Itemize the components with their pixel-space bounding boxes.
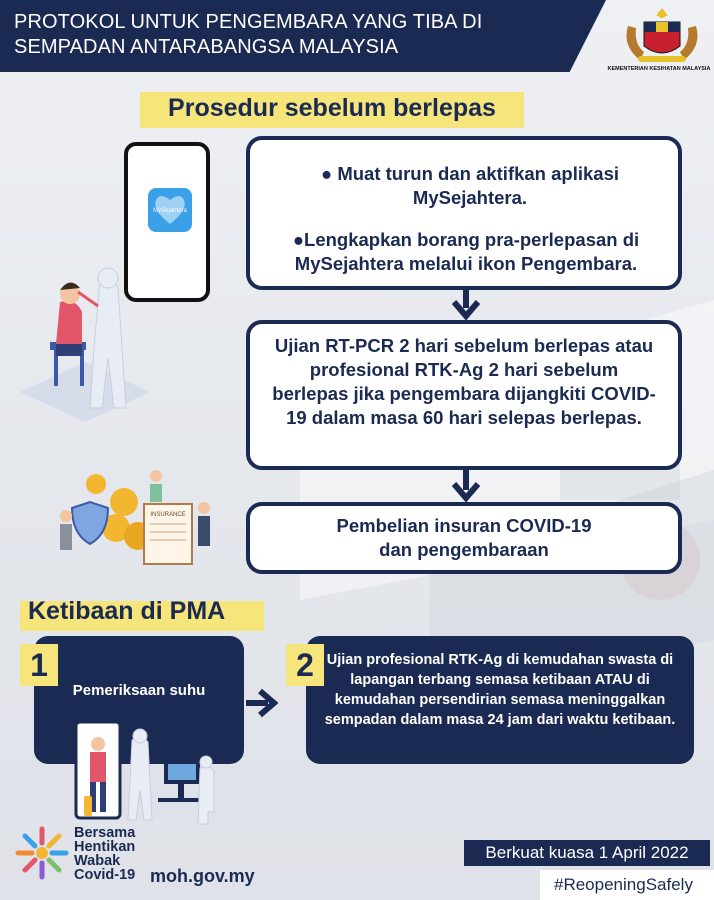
campaign-sun-logo: [14, 825, 70, 881]
page-title: PROTOKOL UNTUK PENGEMBARA YANG TIBA DI SEMPADAN ANTARABANGSA MALAYSIA: [14, 11, 483, 58]
bullet-download-app: ● Muat turun dan aktifkan aplikasi MySejahtera.: [321, 163, 619, 208]
effective-date-badge: Berkuat kuasa 1 April 2022: [464, 840, 710, 866]
website-link[interactable]: moh.gov.my: [150, 866, 255, 886]
arrival-heading: Ketibaan di PMA: [28, 597, 226, 625]
step1-text: Pemeriksaan suhu: [72, 682, 206, 699]
insurance-doc-label: INSURANCE: [150, 512, 186, 518]
ministry-label: KEMENTERIAN KESIHATAN MALAYSIA: [607, 66, 711, 72]
pre-departure-heading: Prosedur sebelum berlepas: [140, 92, 524, 128]
down-arrow-icon: [452, 470, 480, 502]
instructions-box-app: [246, 136, 682, 290]
hashtag-label: #ReopeningSafely: [540, 870, 714, 900]
swab-test-illustration: [10, 262, 160, 422]
pcr-test-box: [246, 320, 682, 470]
insurance-box: [246, 502, 682, 574]
insurance-illustration: [56, 466, 216, 570]
app-icon-label: MySejahtera: [153, 208, 187, 214]
malaysia-coat-of-arms-logo: [614, 4, 710, 74]
bullet-dot: ●: [292, 229, 305, 250]
campaign-text: Bersama Hentikan Wabak Covid-19: [74, 825, 136, 883]
step1-number: 1: [20, 644, 58, 686]
bullet-dot: ●: [321, 163, 338, 184]
bullet-complete-form: ●Lengkapkan borang pra-perlepasan di MySejahtera melalui ikon Pengembara.: [292, 229, 640, 274]
step2-text: Ujian profesional RTK-Ag di kemudahan swasta di lapangan terbang semasa ketibaan ATAU di kemudahan persendirian semasa meninggalkan sempadan dalam masa 24 jam dari waktu ketibaan.: [324, 652, 676, 728]
step2-number: 2: [286, 644, 324, 686]
insurance-text: Pembelian insuran COVID-19 dan pengembaraan: [336, 515, 592, 560]
step2-card: [306, 636, 694, 764]
temperature-check-illustration: [72, 720, 222, 828]
right-arrow-icon: [246, 688, 278, 718]
down-arrow-icon: [452, 290, 480, 320]
pcr-test-text: Ujian RT-PCR 2 hari sebelum berlepas atau profesional RTK-Ag 2 hari sebelum berlepas jika pengembara dijangkiti COVID-19 dalam masa 60 hari selepas berlepas.: [272, 335, 656, 428]
